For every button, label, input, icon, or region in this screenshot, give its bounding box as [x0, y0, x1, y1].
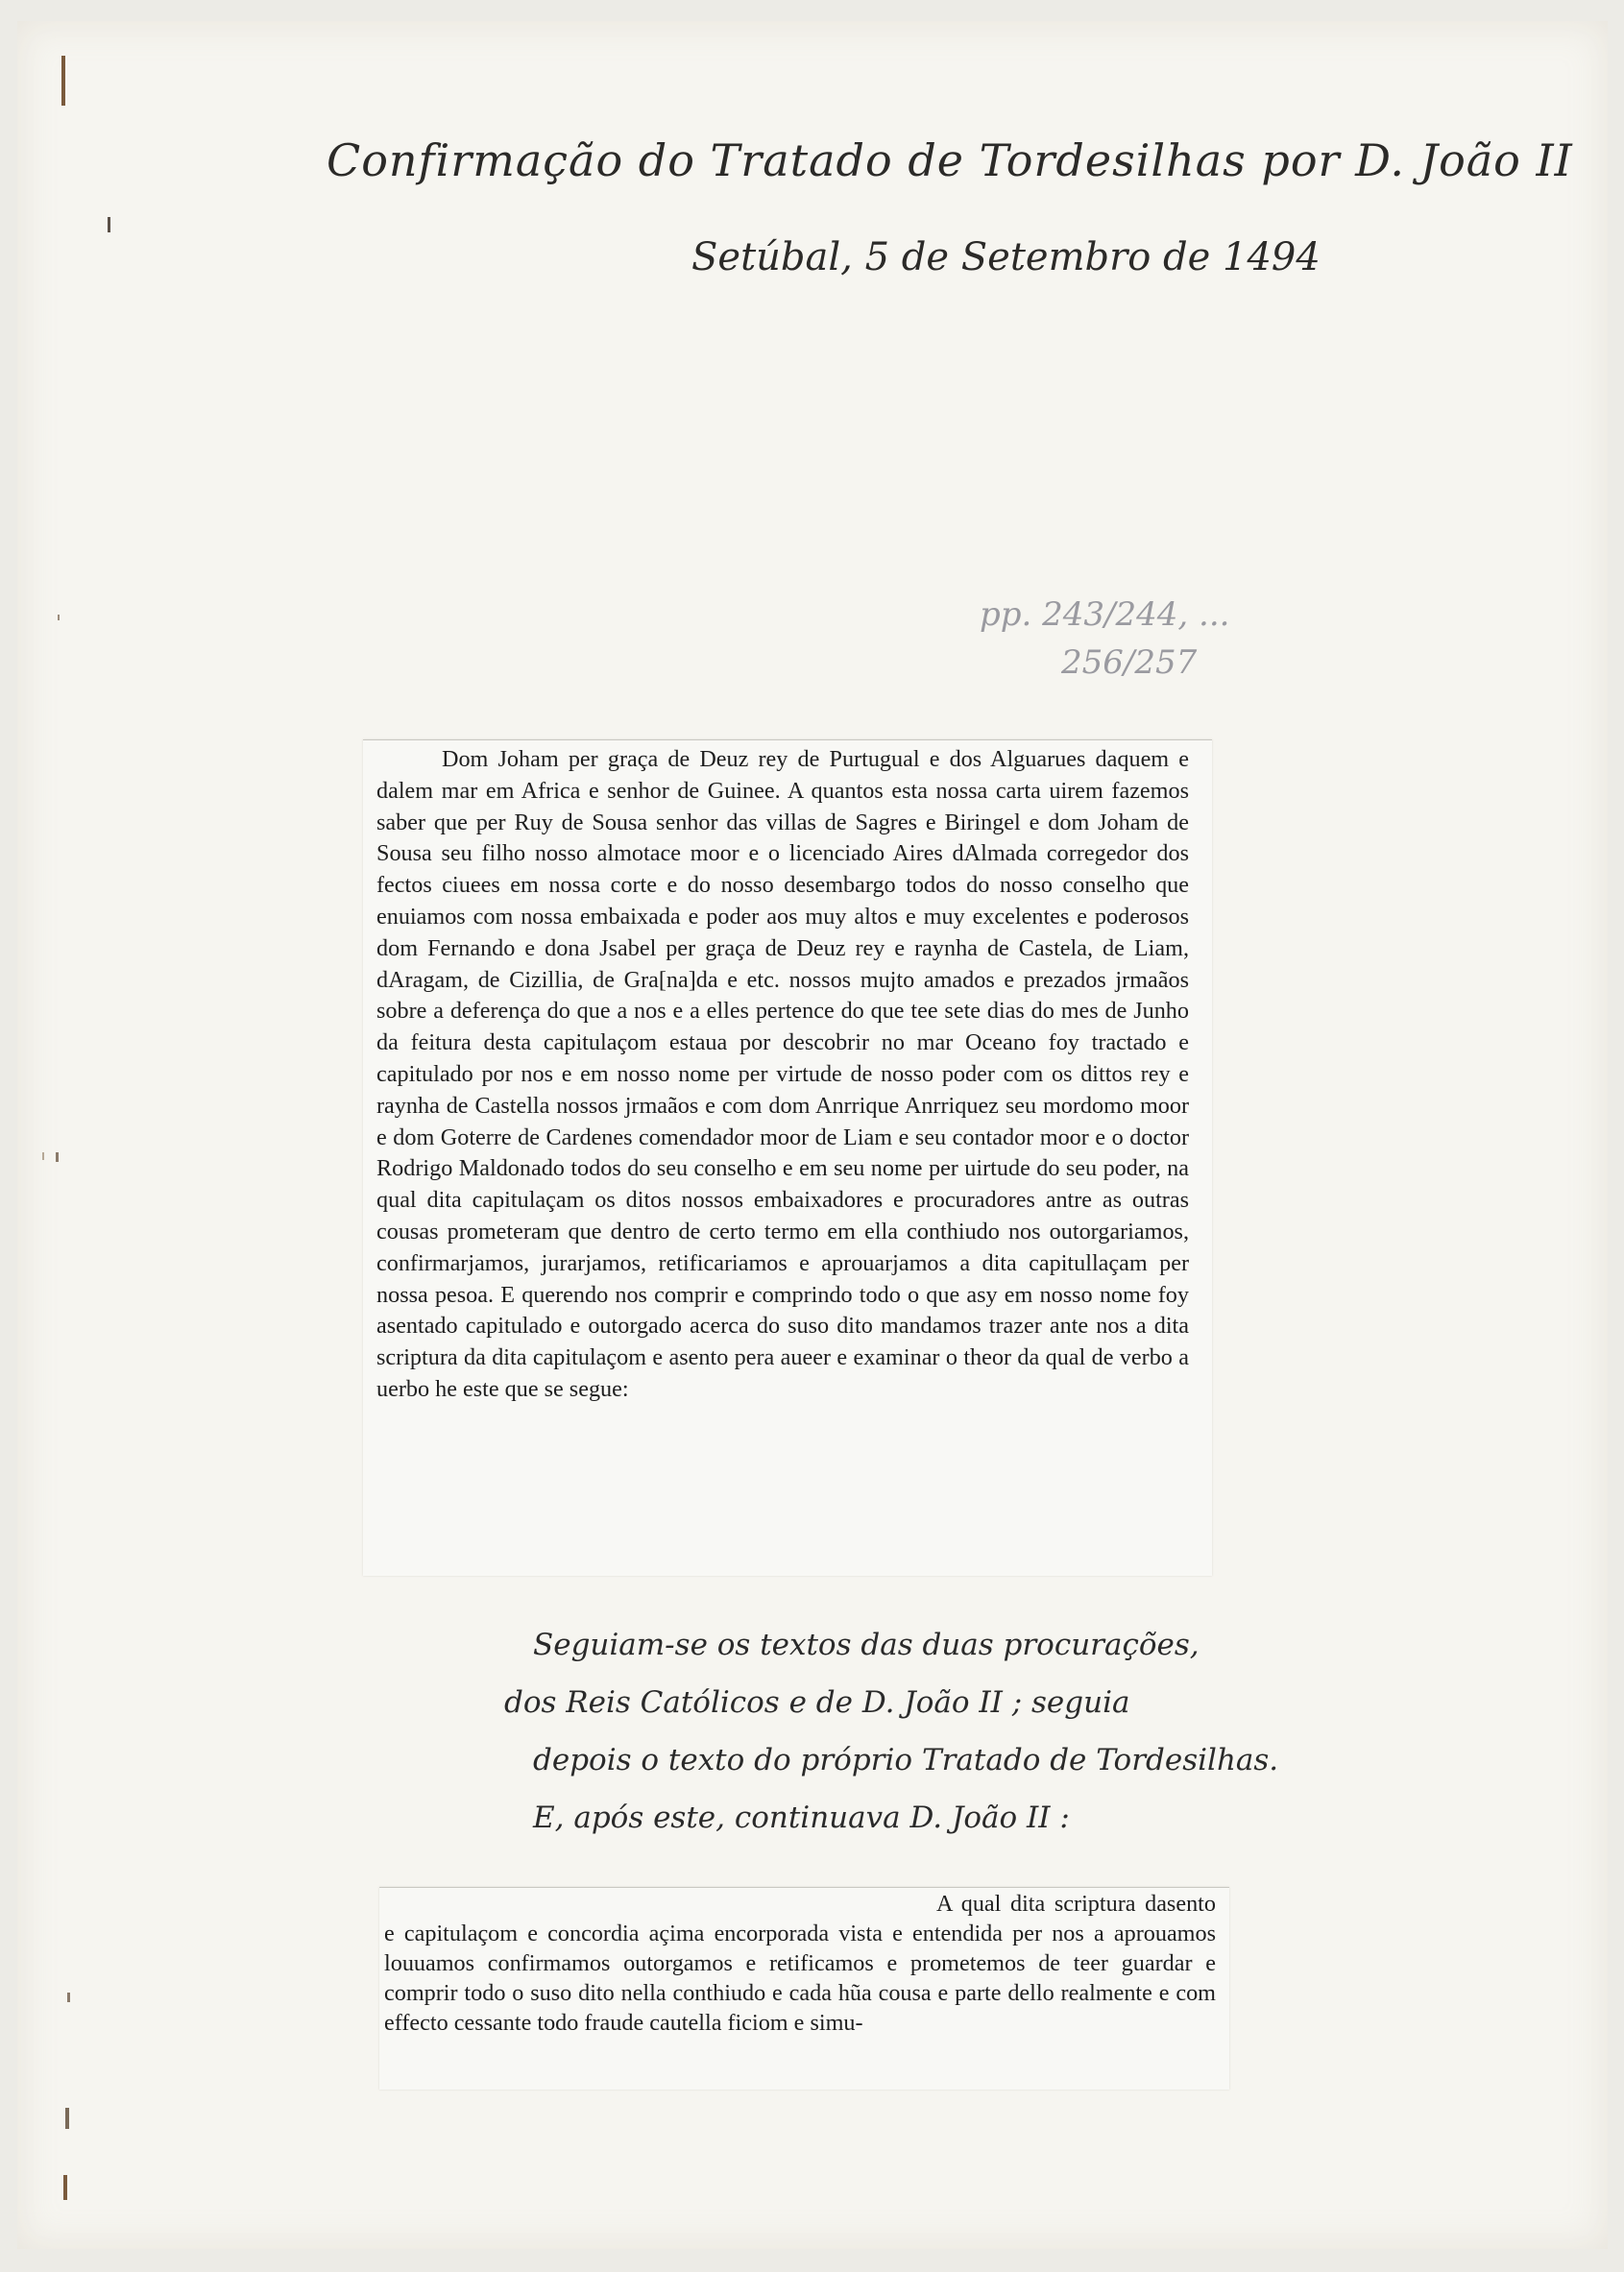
printed-text: Dom Joham per graça de Deuz rey de Purtugual e dos Alguarues daquem e dalem mar em Africa e senhor de Guinee. A quantos esta nossa carta uirem fazemos saber que per Ruy de Sousa senhor das villas de Sagres e Biringel e dom Joham de Sousa seu filho nosso almotace moor e o licenciado Aires dAlmada corregedor dos fectos ciuees em nossa corte e do nosso desembargo todos do nosso conselho que enuiamos com nossa embaixada e poder aos muy altos e muy excelentes e poderosos dom Fernando e dona Jsabel per graça de Deuz rey e raynha de Castela, de Liam, dAragam, de Cizillia, de Gra[na]da e etc. nossos mujto amados e prezados jrmaãos sobre a deferença do que a nos e a elles pertence do que tee sete dias do mes de Junho da feitura desta capitulaçom estaua por descobrir no mar Oceano foy tractado e capitulado por nos e em nosso nome per virtude de nosso poder com os dittos rey e raynha de Castella nossos jrmaãos e com dom Anrrique Anrriquez seu mordomo moor e dom Goterre de Cardenes comendador moor de Liam e seu contador moor e o doctor Rodrigo Maldonado todos do seu conselho e em seu nome per uirtude do seu poder, na qual dita capitulaçam os ditos nossos embaixadores e procuradores antre as outras cousas prometeram que dentro de certo termo em ella conthiudo nos outorgariamos, confirmarjamos, jurarjamos, retificariamos e aprouarjamos a dita capitullaçam per nossa pesoa. E querendo nos comprir e comprindo todo o que asy em nosso nome foy asentado capitulado e outorgado acerca do suso dito mandamos trazer ante nos a dita scriptura da dita capitulaçom e asento pera aueer e examinar o theor da qual de verbo a uerbo he este que se segue:	[376, 746, 1189, 1402]
ink-mark	[67, 1993, 70, 2002]
printed-text: A qual dita scriptura dasento e capitulaçom e concordia açima encorporada vista e entendida per nos a aprouamos louuamos confirmamos outorgamos e retificamos e prometemos de teer guardar e comprir todo o suso dito nella conthiudo e cada hũa cousa e parte dello realmente e com effecto cessante todo fraude cautella ficiom e simu-	[384, 1891, 1216, 2036]
printed-paragraph-1	[376, 744, 1189, 1406]
ink-mark	[61, 56, 65, 106]
printed-paragraph-2	[384, 1889, 1216, 2038]
handwritten-note-line: E, após este, continuava D. João II :	[533, 1801, 1070, 1835]
page-reference: pp. 243/244, ...	[980, 595, 1230, 634]
handwritten-note-line: dos Reis Católicos e de D. João II ; seguia	[504, 1685, 1130, 1720]
ink-mark	[58, 615, 60, 620]
page-reference: 256/257	[1061, 643, 1198, 682]
handwritten-note-line: Seguiam-se os textos das duas procurações,	[533, 1628, 1200, 1662]
handwritten-note-line: depois o texto do próprio Tratado de Tordesilhas.	[533, 1743, 1279, 1777]
ink-mark	[108, 217, 110, 232]
ink-mark	[65, 2108, 69, 2129]
handwritten-place-date: Setúbal, 5 de Setembro de 1494	[691, 235, 1321, 279]
handwritten-title: Confirmação do Tratado de Tordesilhas por D. João II	[327, 134, 1573, 186]
ink-mark	[56, 1152, 59, 1162]
ink-mark	[42, 1152, 44, 1160]
ink-mark	[63, 2175, 67, 2200]
